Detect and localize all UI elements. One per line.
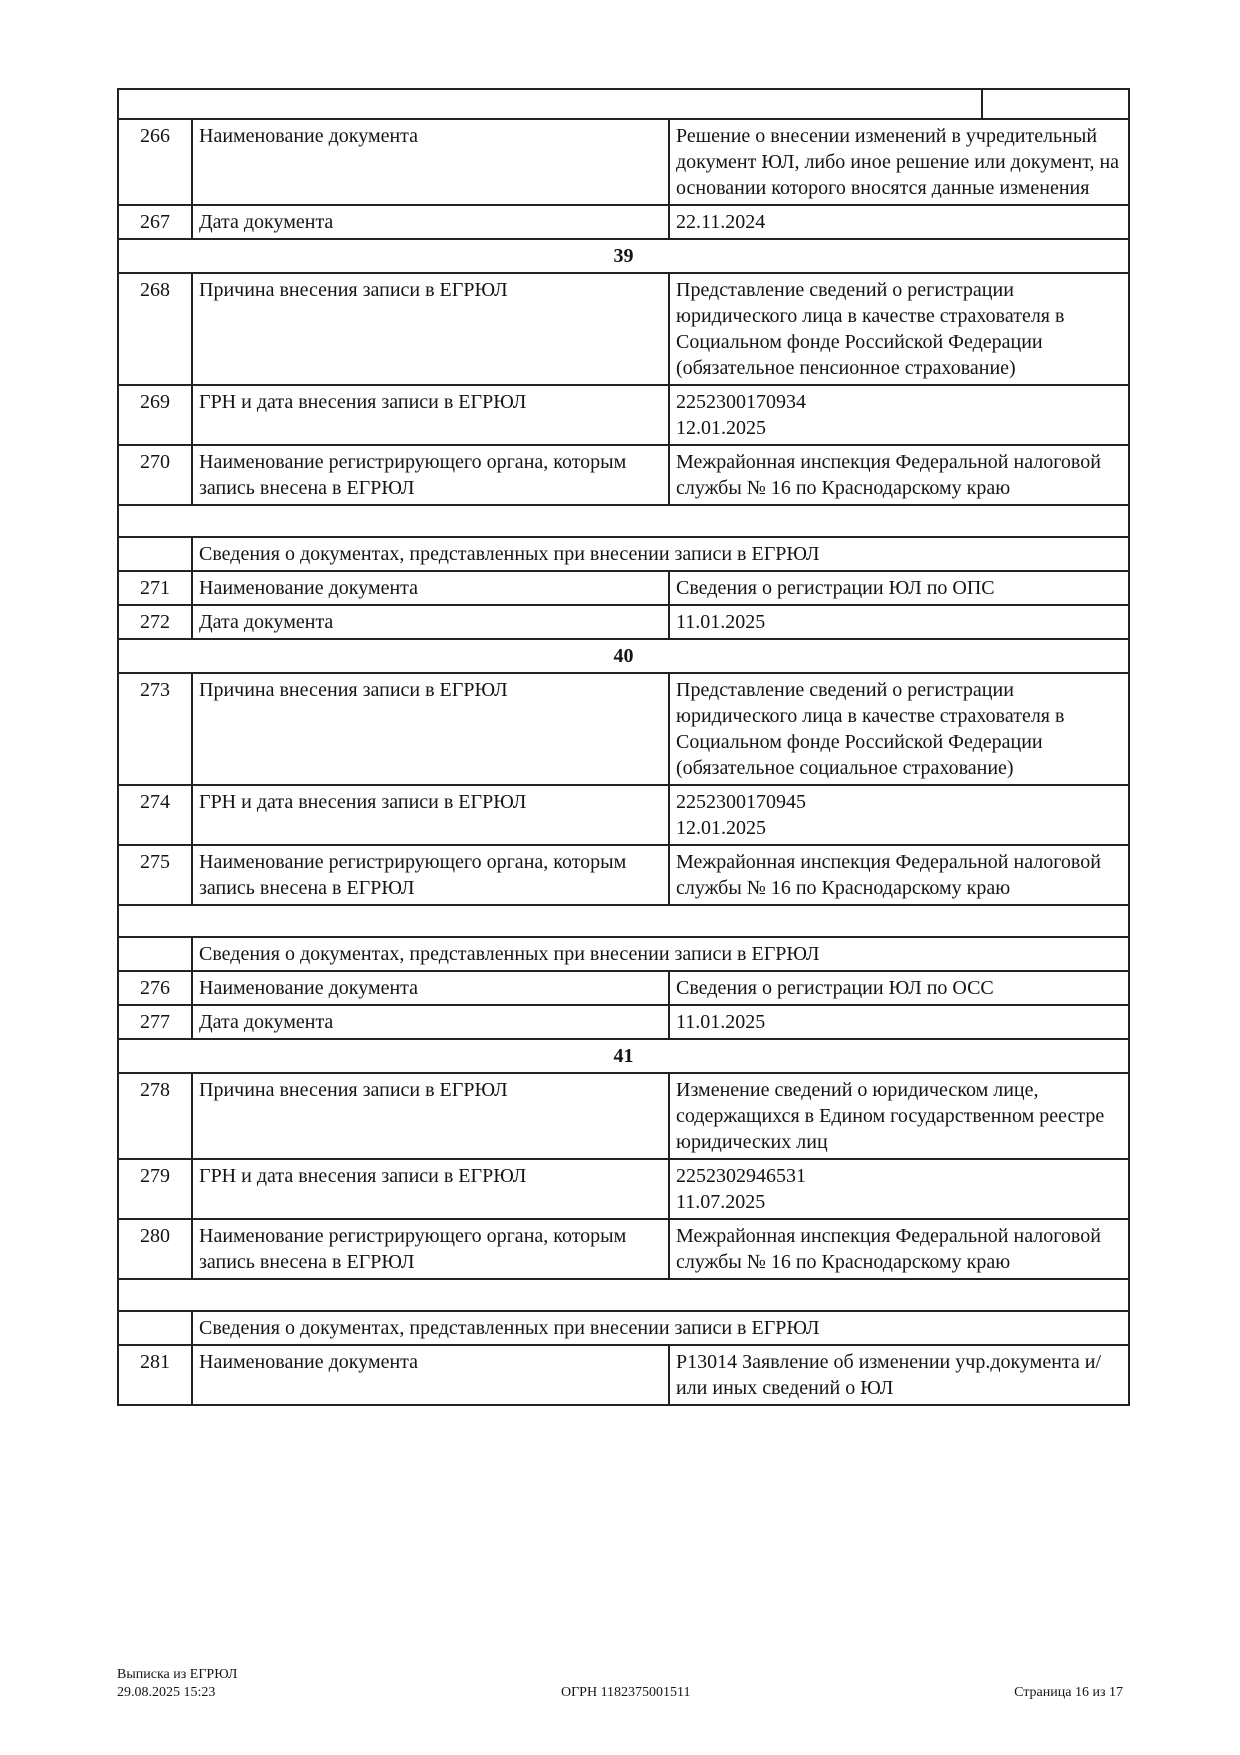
field-value-cell: Сведения о регистрации ЮЛ по ОПС [669,571,1129,605]
footer-page-number: Страница 16 из 17 [1014,1685,1123,1700]
section-number-row [118,239,1129,273]
row-number-cell: 268 [118,273,192,385]
record-row-273 [118,673,1129,785]
row-number-cell-empty [118,1311,192,1345]
field-value-cell: Решение о внесении изменений в учредительный документ ЮЛ, либо иное решение или документ, на основании которого вносятся данные изменения [669,119,1129,205]
field-value-cell: 11.01.2025 [669,1005,1129,1039]
field-label-cell: Наименование регистрирующего органа, которым запись внесена в ЕГРЮЛ [192,845,669,905]
row-number-cell: 280 [118,1219,192,1279]
section-number-row [118,1039,1129,1073]
record-row-269 [118,385,1129,445]
row-number-cell: 278 [118,1073,192,1159]
field-value-cell: Межрайонная инспекция Федеральной налоговой службы № 16 по Краснодарскому краю [669,845,1129,905]
spacer-row [118,905,1129,937]
grn-value: 2252300170945 [676,791,806,813]
record-row-276 [118,971,1129,1005]
row-number-cell: 272 [118,605,192,639]
field-value-cell: Р13014 Заявление об изменении учр.документа и/или иных сведений о ЮЛ [669,1345,1129,1405]
section-number-row [118,639,1129,673]
field-value-cell: Межрайонная инспекция Федеральной налоговой службы № 16 по Краснодарскому краю [669,445,1129,505]
grn-date: 12.01.2025 [676,417,766,439]
row-number-cell: 279 [118,1159,192,1219]
field-label-cell: Наименование документа [192,1345,669,1405]
row-number-cell: 267 [118,205,192,239]
spacer-row [118,505,1129,537]
row-number-cell: 281 [118,1345,192,1405]
row-number-cell: 269 [118,385,192,445]
egrul-records-table [117,88,1130,1406]
subheader-row [118,937,1129,971]
record-row-278 [118,1073,1129,1159]
page-footer [117,1666,1123,1702]
record-row-280 [118,1219,1129,1279]
row-number-cell: 266 [118,119,192,205]
field-label-cell: Причина внесения записи в ЕГРЮЛ [192,273,669,385]
footer-left [117,1666,237,1702]
field-value-cell: Сведения о регистрации ЮЛ по ОСС [669,971,1129,1005]
spacer-cell [118,1279,1129,1311]
record-row-270 [118,445,1129,505]
record-row-272 [118,605,1129,639]
field-label-cell: ГРН и дата внесения записи в ЕГРЮЛ [192,385,669,445]
grn-value: 2252300170934 [676,391,806,413]
grn-value: 2252302946531 [676,1165,806,1187]
section-number: 40 [118,639,1129,673]
record-row-277 [118,1005,1129,1039]
section-number: 39 [118,239,1129,273]
footer-ogrn: ОГРН 1182375001511 [560,1685,691,1700]
field-label-cell: Наименование регистрирующего органа, которым запись внесена в ЕГРЮЛ [192,445,669,505]
grn-date: 11.07.2025 [676,1191,766,1213]
field-label-cell: Наименование документа [192,119,669,205]
spacer-cell [118,505,1129,537]
field-label-cell: ГРН и дата внесения записи в ЕГРЮЛ [192,1159,669,1219]
field-value-cell: 22.11.2024 [669,205,1129,239]
field-value-cell [669,1159,1129,1219]
row-number-cell: 276 [118,971,192,1005]
field-value-cell: Представление сведений о регистрации юридического лица в качестве страхователя в Социальном фонде Российской Федерации (обязательное пенсионное страхование) [669,273,1129,385]
row-number-cell: 273 [118,673,192,785]
subheader-cell: Сведения о документах, представленных при внесении записи в ЕГРЮЛ [192,1311,1129,1345]
footer-datetime: 29.08.2025 15:23 [117,1685,216,1700]
row-number-cell: 277 [118,1005,192,1039]
record-row-268 [118,273,1129,385]
field-value-cell: Изменение сведений о юридическом лице, содержащихся в Едином государственном реестре юридических лиц [669,1073,1129,1159]
row-number-cell-empty [118,537,192,571]
field-label-cell: Наименование документа [192,971,669,1005]
grn-date: 12.01.2025 [676,817,766,839]
field-label-cell: ГРН и дата внесения записи в ЕГРЮЛ [192,785,669,845]
subheader-row [118,537,1129,571]
record-row-281 [118,1345,1129,1405]
continuation-row [118,89,1129,119]
field-label-cell: Дата документа [192,605,669,639]
row-number-cell: 275 [118,845,192,905]
field-value-cell [669,785,1129,845]
spacer-cell [118,905,1129,937]
field-value-cell: Представление сведений о регистрации юридического лица в качестве страхователя в Социальном фонде Российской Федерации (обязательное социальное страхование) [669,673,1129,785]
row-number-cell: 270 [118,445,192,505]
subheader-row [118,1311,1129,1345]
record-row-279 [118,1159,1129,1219]
field-label-cell: Наименование документа [192,571,669,605]
field-label-cell: Наименование регистрирующего органа, которым запись внесена в ЕГРЮЛ [192,1219,669,1279]
row-number-cell-empty [118,937,192,971]
row-number-cell: 271 [118,571,192,605]
record-row-274 [118,785,1129,845]
field-value-cell [669,385,1129,445]
field-label-cell: Причина внесения записи в ЕГРЮЛ [192,1073,669,1159]
field-label-cell: Дата документа [192,205,669,239]
column-divider [981,90,983,118]
subheader-cell: Сведения о документах, представленных при внесении записи в ЕГРЮЛ [192,537,1129,571]
continuation-cell [118,89,1129,119]
record-row-271 [118,571,1129,605]
section-number: 41 [118,1039,1129,1073]
footer-doc-title: Выписка из ЕГРЮЛ [117,1667,238,1682]
field-label-cell: Дата документа [192,1005,669,1039]
record-row-275 [118,845,1129,905]
row-number-cell: 274 [118,785,192,845]
record-row-266 [118,119,1129,205]
record-row-267 [118,205,1129,239]
field-label-cell: Причина внесения записи в ЕГРЮЛ [192,673,669,785]
field-value-cell: Межрайонная инспекция Федеральной налоговой службы № 16 по Краснодарскому краю [669,1219,1129,1279]
field-value-cell: 11.01.2025 [669,605,1129,639]
subheader-cell: Сведения о документах, представленных при внесении записи в ЕГРЮЛ [192,937,1129,971]
spacer-row [118,1279,1129,1311]
